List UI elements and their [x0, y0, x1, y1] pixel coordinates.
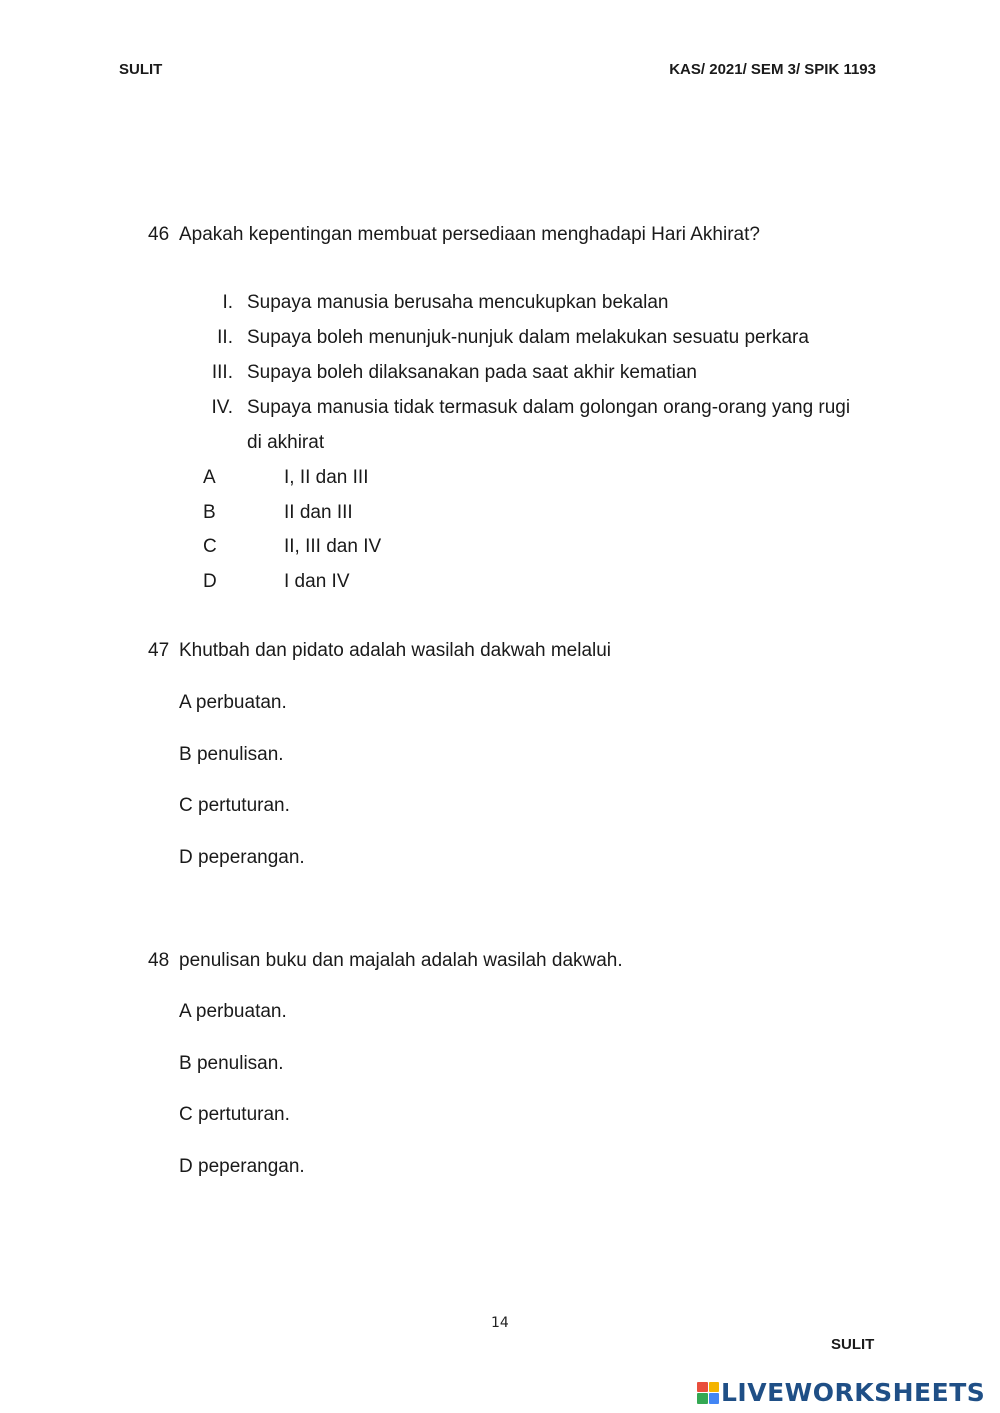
option-text[interactable]: II dan III	[284, 502, 353, 523]
statement-numeral: I.	[222, 292, 233, 313]
option-d[interactable]: D peperangan.	[179, 1156, 305, 1177]
statement-numeral: III.	[211, 362, 233, 383]
question-text: Apakah kepentingan membuat persediaan menghadapi Hari Akhirat?	[179, 224, 760, 245]
option-c[interactable]: C pertuturan.	[179, 1104, 290, 1125]
badge-square-green	[697, 1393, 708, 1404]
liveworksheets-badge-icon	[697, 1382, 719, 1404]
liveworksheets-wordmark: LIVEWORKSHEETS	[721, 1378, 986, 1407]
statement-text: Supaya manusia tidak termasuk dalam golongan orang-orang yang rugi	[247, 397, 851, 418]
option-a[interactable]: A perbuatan.	[179, 1001, 287, 1022]
statement-text-continuation: di akhirat	[247, 432, 325, 453]
option-b[interactable]: B penulisan.	[179, 1053, 284, 1074]
question-number: 48	[148, 950, 170, 971]
header-right-code: KAS/ 2021/ SEM 3/ SPIK 1193	[669, 61, 876, 78]
statement-text: Supaya manusia berusaha mencukupkan bekalan	[247, 292, 669, 313]
option-d[interactable]: D peperangan.	[179, 847, 305, 868]
option-c[interactable]: C pertuturan.	[179, 795, 290, 816]
statement-text: Supaya boleh menunjuk-nunjuk dalam melakukan sesuatu perkara	[247, 327, 809, 348]
option-a[interactable]: A perbuatan.	[179, 692, 287, 713]
question-text: penulisan buku dan majalah adalah wasilah dakwah.	[179, 950, 623, 971]
question-number: 46	[148, 224, 170, 245]
question-text: Khutbah dan pidato adalah wasilah dakwah melalui	[179, 640, 612, 661]
option-letter[interactable]: A	[203, 467, 216, 488]
badge-square-red	[697, 1382, 708, 1393]
badge-square-blue	[709, 1393, 720, 1404]
question-number: 47	[148, 640, 170, 661]
statement-text: Supaya boleh dilaksanakan pada saat akhir kematian	[247, 362, 697, 383]
option-text[interactable]: II, III dan IV	[284, 536, 382, 557]
option-text[interactable]: I dan IV	[284, 571, 350, 592]
option-letter[interactable]: B	[203, 502, 216, 523]
option-b[interactable]: B penulisan.	[179, 744, 284, 765]
page-number: 14	[491, 1315, 509, 1331]
liveworksheets-logo	[697, 1380, 985, 1405]
footer-right-label: SULIT	[831, 1336, 875, 1353]
option-letter[interactable]: C	[203, 536, 217, 557]
statement-numeral: II.	[217, 327, 233, 348]
statement-numeral: IV.	[211, 397, 233, 418]
option-text[interactable]: I, II dan III	[284, 467, 369, 488]
badge-square-yellow	[709, 1382, 720, 1393]
header-left-label: SULIT	[119, 61, 163, 78]
option-letter[interactable]: D	[203, 571, 217, 592]
